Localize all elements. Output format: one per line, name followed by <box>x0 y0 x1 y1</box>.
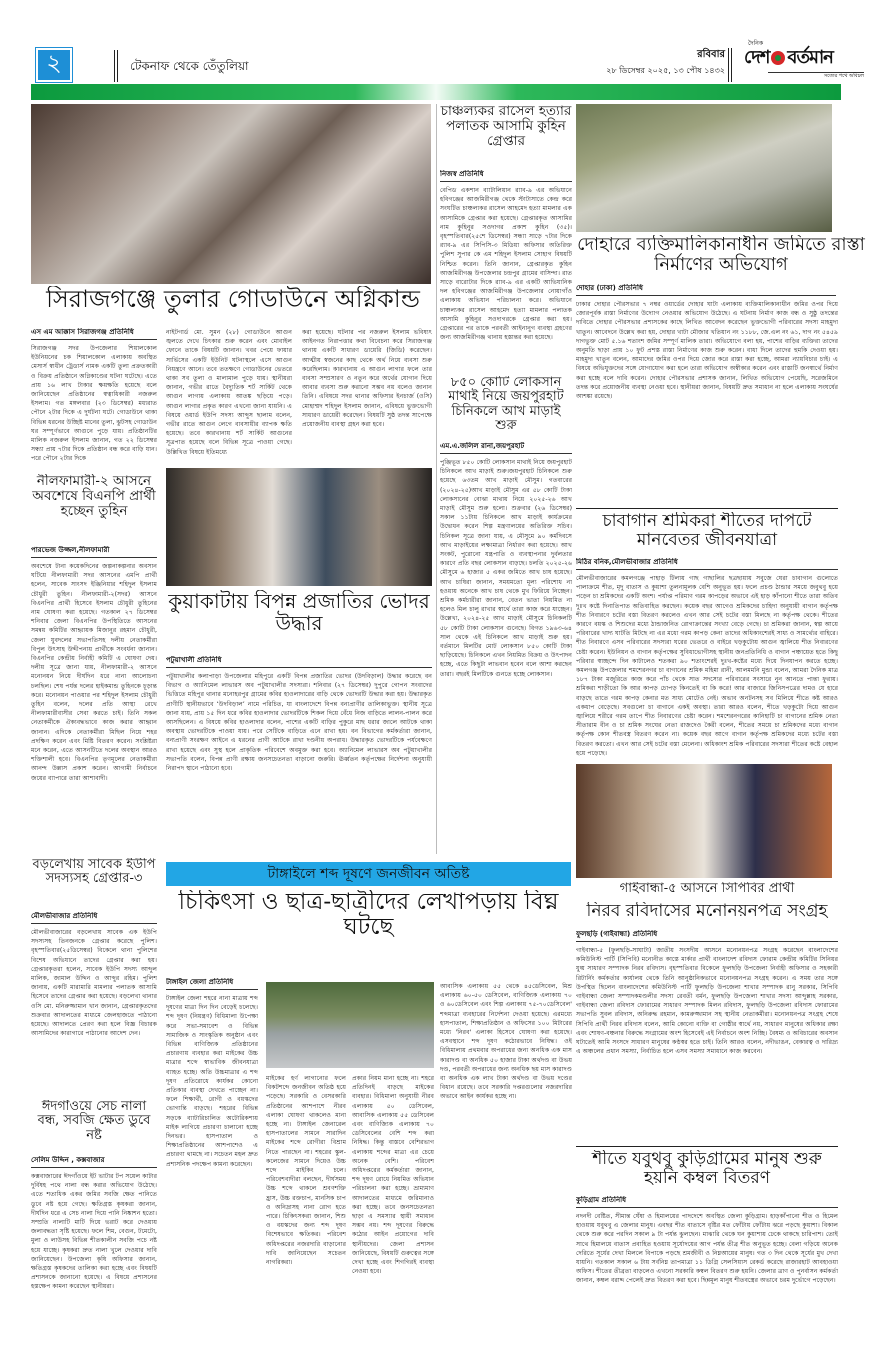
kurigram-headline: শীতে যবুথবু কুড়িগ্রামের মানুষ শুরু হয়নি কম্বল বিতরণ <box>592 1150 822 1188</box>
barlekha-headline: বড়লেখায় সাবেক ইউপি সদস্যসহ গ্রেপ্তার-৩ <box>32 858 156 887</box>
kuakata-headline: কুয়াকাটায় বিপন্ন প্রজাতির ভোদর উদ্ধার <box>168 590 430 635</box>
eidgaon-byline: সেলিম উদ্দিন , কক্সবাজার <box>31 1156 157 1168</box>
rasel-body: বেপিড একশান ব্যাটালিয়ান র‍্যাব-৯ এর অভিযানে হবিগঞ্জের আজমিরীগঞ্জ থেকে স্টাটাসাতে কেন্দ্র করে সংঘটিত চাঞ্চল্যকর রাসেল আহমেদ হত্যা মামলার এক আসামিকে গ্রেপ্তার করা হয়েছে। গ্রেপ্তারকৃত আসামির নাম কুহিনুর সওদাগর প্রকাশ কুহিন (৩৫)। বৃহস্পতিবার(২৫শে ডিসেম্বর) সন্ধ্যা সাড়ে ৭টার দিকে র‍্যাব-৯ এর সিপিসি-৩ মিডিয়া অফিসার অতিরিক্ত পুলিশ সুপার কে এম শহিদুল ইসলাম সোহাগ বিষয়টি নিশ্চিত করেন। তিনি জানান, গ্রেপ্তারকৃত কুহিন আজমিরীগঞ্জ উপজেলার চন্দ্রপুর গ্রামের বাসিন্দা। রাত সাড়ে বারোটার দিকে র‍্যাব-৯ এর একটি আভিযানিক দল হবিগঞ্জের আজমিরীগঞ্জ উপজেলার নোয়াগাঁও এলাকায় অভিযান পরিচালনা করে। অভিযানে চাঞ্চল্যকর রাসেল আহমেদ হত্যা মামলার পলাতক আসামি কুহিনুর সওদাগরকে গ্রেপ্তার করা হয়। গ্রেপ্তারের পর তাকে পরবর্তী আইনানুগ ব্যবস্থা গ্রহণের জন্য আজমিরীগঞ্জ থানায় হস্তান্তর করা হয়েছে। <box>440 187 572 342</box>
masthead <box>0 0 870 100</box>
section-title: টেকনাফ থেকে তেঁতুলিয়া <box>130 59 249 73</box>
logo-name-1: দেশ <box>744 47 770 68</box>
road-construction-photo <box>576 104 832 232</box>
otter-rescue-photo <box>166 468 432 586</box>
barlekha-byline: মৌলভীবাজার প্রতিনিধি <box>31 912 157 924</box>
chabagan-byline: মিঠির বনিক,মৌলভীবাজার প্রতিনিধি <box>576 558 838 570</box>
sirajganj-byline: এস এম আক্কাস সিরাজগঞ্জ প্রতিনিধি <box>31 328 157 340</box>
rasel-headline: চাঞ্চল্যকর রাসেল হত্যার পলাতক আসামি কুহিন গ্রেপ্তার <box>440 104 572 149</box>
newspaper-logo <box>738 40 868 84</box>
tangail-body-col2: মাইকের হর্ণ লাগানোর ফলে বিকটশব্দে জনজীবন অতিষ্ঠ হয়ে পড়েছে। সরকারি ও বেসরকারি প্রতিষ্ঠানের আশপাশে নীরব এলাকা ঘোষণা থাকলেও মানা হচ্ছে না। টাঙ্গাইল জেনারেল হাসপাতালের সামনে সারাদিন মাইকের শব্দে রোগীরা বিশ্রাম নিতে পারছেন না। শহরের স্কুল-কলেজের সামনে দিয়েও উচ্চ শব্দে মাইকিং চলে। পরিবেশবাদীরা বলছেন, দীর্ঘসময় উচ্চ শব্দে থাকলে শ্রবণশক্তি হ্রাস, উচ্চ রক্তচাপ, মানসিক চাপ ও অনিদ্রাসহ নানা রোগ হতে পারে। চিকিৎসকরা জানান, শিশু ও বয়স্কদের জন্য শব্দ দূষণ বিশেষভাবে ক্ষতিকর। পরিবেশ অধিদপ্তরের নজরদারি বাড়ানোর দাবি জানিয়েছেন সচেতন নাগরিকরা। <box>266 1075 346 1267</box>
tangail-body-col4: আবাসিক এলাকায় ৫৫ থেকে ৪৫ডেসিবেল, মিশ্র এলাকায় ৬০-৫০ ডেসিবেল, বাণিজ্যিক এলাকায় ৭০ ও ৬০ডেসিবেল এবং শিল্প এলাকায় ৭৫-৭০ডেসিবেল' শব্দমাত্রা ব্যবহারের নির্দেশনা দেওয়া হয়েছে। এরমধ্যে হাসপাতাল, শিক্ষাপ্রতিষ্ঠান ও অফিসের ১০০ মিটারের মধ্যে 'নিরব' এলাকা হিসেবে ঘোষণা করা হয়েছে। এসবস্থানে শব্দ দূষণ কঠোরভাবে নিষিদ্ধ। ওই বিধিমালায় প্রথমবার অপরাধের জন্য অনধিক এক মাস কারাদণ্ড বা অনধিক ৫০ হাজার টাকা অর্থদণ্ড বা উভয় দণ্ড, পরবর্তী অপরাধের জন্য অনধিক ছয় মাস কারাদণ্ড বা অনধিক এক লাখ টাকা অর্থদণ্ড বা উভয় দণ্ডের বিধান রয়েছে। তবে সরকারি দপ্তরগুলোর নজরদারির অভাবে আইন কার্যকর হচ্ছে না। <box>440 983 572 1101</box>
barlekha-body: মৌলভীবাজারের বড়লেখায় সাবেক এক ইউপি সদস্যসহ তিনজনকে গ্রেপ্তার করেছে পুলিশ। বৃহস্পতিবার(২৫ডিসেম্বর) বিকেলে থানা পুলিশের বিশেষ অভিযানে তাদের গ্রেপ্তার করা হয়। গ্রেপ্তারকৃতরা হলেন, সাবেক ইউপি সদস্য আব্দুল মালিক, জামাল উদ্দিন ও আব্দুর রহিম। পুলিশ জানায়, একটি মারামারি মামলার পলাতক আসামি হিসেবে তাদের গ্রেপ্তার করা হয়েছে। বড়লেখা থানার ওসি মো. মনিরুজ্জামান খান জানান, গ্রেপ্তারকৃতদের শুক্রবার আদালতের মাধ্যমে জেলহাজতে পাঠানো হয়েছে। আদালতে প্রেরণ করা হলে বিজ্ঞ বিচারক আসামিদের কারাগারে পাঠানোর আদেশ দেন। <box>31 929 157 1038</box>
street-autorickshaw-photo <box>266 982 434 1068</box>
chabagan-body: মৌলভীবাজারের কমলগঞ্জে পাহাড় টিলায় গাছ গাছালির ছত্রছায়ায় সবুজে ঘেরা চাবাগান গুলোতে পালাক্রমে শীত, মৃদু বাতাস ও কুয়াশা তুলনামূলক বেশি অনুভূত হয়। ফলে প্রচণ্ড ঠান্ডার সময়ে জবুথবু হয়ে পড়েন চা শ্রমিকদের একটি অংশ। পর্যাপ্ত পরিমাণ গরম কাপড়ের অভাবে এই হাড় কাঁপানো শীতে তারা অতিব দুঃখ কষ্টে দিনাতিপাত অতিবাহিত করছেন। কয়েক বছর আগেও শ্রমিকদের চাহিদা অনুযায়ী বাগান কর্তৃপক্ষ শীত নিবারণে চটের বস্তা বিতরণ করলেও এখন আর সেই চটের বস্তা মিলছে না কর্তৃপক্ষ থেকে। শীতের কারণে বয়স্ক ও শিশুদের মধ্যে ঠান্ডাজনিত রোগাক্রান্তের সংখ্যা বেড়ে গেছে। চা শ্রমিকরা জানান, স্বল্প আয়ে পরিবারের খাদ্য ঘাটতি মিটছে না এর মধ্যে গরম কাপড় কেনা তাদের অধিকাংশেরই সাধ্য ও সামর্থ্যের বাহিরে। শীত নিবারণে এসব পরিবারের সদস্যরা ঘরের ভেতরে ও বাইরে খড়কুটোয় আগুন জ্বালিয়ে শীত নিবারণের চেষ্টা করেন। ইউনিয়ন ও বাগান কর্তৃপক্ষের সুবিধাভোগীসহ স্থানীয় জনপ্রতিনিধি ও বাগান পঞ্চায়েত হতে কিছু পরিবার স্বাচ্ছন্দে দিন কাটালেও শতকরা ৯০ শতাংশেরই দুঃখ-কষ্টের মধ্যে দিয়ে দিনযাপন করতে হচ্ছে। কমলগঞ্জ উপজেলার শমশেরনগর চা বাগানের শ্রমিক মহিমা রানী, আলমমনি মুন্ডা বলেন, আমরা দৈনিক মাত্র ১৮৭ টাকা মজুরিতে কাজ করে পাঁচ থেকে সাত সদস্যের পরিবারের সংসারে নুন আনতে পান্তা ফুরায়। শ্রমিকরা শাড়ীতো কি আর কাপড় চোপড় কিনতেই বা কি করে! আর বাজারে জিনিসপত্রের দামও যে হারে বাড়ছে তাতে গরম কাপড় কেনার মত সাধ্য মোটেও নেই। অভাব অনটনসহ সব মিলিয়ে শীতে কষ্ট আরও একধাপ বেড়েছে। সবগুলো চা বাগানে একই অবস্থা। তারা আরও বলেন, শীতে খড়কুটো দিয়ে আগুন জ্বালিয়ে শরীরে গরম তাপে শীত নিবারণের চেষ্টা করেন। শমশেরনগরের কানিহাটি চা বাগানের শ্রমিক নেতা সীতারাম বীন ও চা শ্রমিক সংঘের নেতা রাজদেও কৈরী বলেন, শীতের সময়ে চা শ্রমিকদের মধ্যে বাগান কর্তৃপক্ষ কোন শীতবস্ত্র বিতরণ করেন না। কয়েক বছর আগে বাগান কর্তৃপক্ষ শ্রমিকদের মধ্যে চটের বস্তা বিতরণ করতো। এখন আর সেই চটের বস্তা মেলেনা। অধিকাংশ শ্রমিক পরিবারের সদস্যরা শীতের কষ্টে বেহাল হয়ে পড়েছে। <box>576 575 838 757</box>
page-number: ২ <box>36 48 72 82</box>
gaibandha-byline: ফুলছড়ি (গাইবান্ধা) প্রতিনিধি <box>576 930 838 942</box>
gaibandha-body: গাইবান্ধা-৫ (ফুলছড়ি-সাঘাটা) জাতীয় সংসদীয় আসনে মনোনয়নপত্র সংগ্রহ করেছেন বাংলাদেশের কমিউনিস্ট পার্টি (সিপিবি) মনোনীত কাস্তে মার্কার প্রার্থী বাংলাদেশ রবিদাস ফোরাম কেন্দ্রীয় কমিটির সিনিয়র যুগ্ম সাধারণ সম্পাদক নিরব রবিদাস। বৃহস্পতিবার বিকেলে ফুলছড়ি উপজেলা নির্বাহী অফিসার ও সহকারী রিটার্নিং কর্মকর্তার কার্যালয় থেকে তিনি আনুষ্ঠানিকভাবে মনোনয়নপত্র সংগ্রহ করেন। এ সময় তার সঙ্গে উপস্থিত ছিলেন বাংলাদেশের কমিউনিস্ট পার্টি ফুলছড়ি উপজেলা শাখার সম্পাদক রানু সরকার, সিপিবি গাইবান্ধা জেলা সম্পাদকমণ্ডলীর সদস্য রেবতী বর্মন, ফুলছড়ি উপজেলা শাখার সদস্য আব্দুল্লাহ সরকার, গাইবান্ধা জেলা রবিদাস ফোরামের সাধারণ সম্পাদক মিলন রবিদাস, ফুলছড়ি উপজেলা রবিদাস ফোরামের সভাপতি সুবল রবিদাস, অনিরুদ্ধ রহমান, কামরুজ্জামান সহ স্থানীয় নেতাকর্মীরা। মনোনয়নপত্র সংগ্রহ শেষে সিপিবি প্রার্থী নিরব রবিদাস বলেন, আমি কোনো ব্যক্তি বা গোষ্ঠীর স্বার্থে নয়, সাধারণ মানুষের অধিকার রক্ষা এবং শোষণ-বঞ্চনার বিরুদ্ধে সংগ্রামের অংশ হিসেবেই এই নির্বাচনে অংশ নিচ্ছি। বৈষম্য ও অবিচারের অবসান ঘটাতেই আমি সংসদে সাধারণ মানুষের কণ্ঠস্বর হতে চাই। তিনি আরও বলেন, নদীভাঙন, বেকারত্ব ও দারিদ্র্য এ অঞ্চলের প্রধান সমস্যা, নির্বাচিত হলে এসব সমস্যা সমাধানে কাজ করবেন। <box>576 947 838 1056</box>
chabagan-headline: চাবাগান শ্রমিকরা শীতের দাপটে মানবেতর জীবনযাত্রা <box>602 512 812 550</box>
kuakata-byline: পটুয়াখালী প্রতিনিধি <box>166 656 432 668</box>
section-rule <box>576 1146 838 1147</box>
gaibandha-headline: নিরব রবিদাসের মনোনয়নপত্র সংগ্রহ <box>586 902 828 921</box>
gaibandha-kicker: গাইবান্ধা-৫ আসনে সিপিবির প্রার্থী <box>619 882 795 896</box>
nomination-photo <box>576 764 832 878</box>
tangail-body-col1: টাঙ্গাইল জেলা শহরে নানা মাত্রায় শব্দ দূষণের মাত্রা দিন দিন বেড়েই চলেছে। শব্দ দূষণ (নিয়ন্ত্রণ) বিধিমালা উপেক্ষা করে সভা-সমাবেশ ও বিভিন্ন সামাজিক ও সাংস্কৃতিক অনুষ্ঠান এবং বিভিন্ন বাণিজ্যিক প্রতিষ্ঠানের প্রচারণায় ব্যবহার করা মাইকের উচ্চ মাত্রার শব্দে স্বাভাবিক জীবনযাত্রা ব্যাহত হচ্ছে। অতি উচ্চমাত্রার এ শব্দ দূষণ প্রতিরোধে কার্যকর কোনো প্রতিকার ব্যবস্থা দেখতে পাচ্ছেন না। ফলে শিক্ষার্থী, রোগী ও বয়স্কদের ভোগান্তি বাড়ছে। শহরের বিভিন্ন সড়কে ব্যাটারিচালিত অটোরিকশায় মাইক লাগিয়ে প্রচারণা চালানো হচ্ছে দিনভর। হাসপাতাল ও শিক্ষাপ্রতিষ্ঠানের আশপাশেও এ প্রচারণা থামছে না। সচেতন মহল দ্রুত প্রশাসনিক পদক্ষেপ কামনা করেছেন। <box>166 995 258 1168</box>
rasel-byline: নিজস্ব প্রতিনিধি <box>440 170 572 182</box>
nilphamari-byline: পারভেজ উজ্জল,নীলফামারী <box>31 546 157 558</box>
joypurhat-byline: এম.এ.জলিল রানা,জয়পুরহাট <box>440 442 572 454</box>
date-divider <box>728 48 732 82</box>
tangail-headline: চিকিৎসা ও ছাত্র-ছাত্রীদের লেখাপড়ায় বিঘ্ন ঘটছে <box>178 890 559 941</box>
logo-name-2: বর্তমান <box>787 47 833 68</box>
section-divider <box>114 50 118 82</box>
joypurhat-body: পুঞ্জিভূত ৮৫০ কোটি লোকসান মাথাই নিয়ে জয়পুরহাট চিনিকলে আখ মাড়াই শুরু।জয়পুরহাট চিনিকলে শুরু হয়েছে ৬৩তম আখ মাড়াই মৌসুম। গতবারের (২০২৪-২৫)আখ মাড়াই মৌসুম এর ৫৮ কোটি টাকা লোকসানের বোঝা মাথায় নিয়ে ২০২৫-২৬ আখ মাড়াই মৌসুম শুরু হলো। শুক্রবার (২৬ ডিসেম্বর) সকাল ১১টায় চিনিকলে আখ মাড়াই কার্যক্রমের উদ্বোধন করেন শিল্প মন্ত্রণালয়ের অতিরিক্ত সচিব। চিনিকল সূত্রে জানা যায়, এ মৌসুমে ৯০ কর্মদিবসে আখ মাড়াইয়ের লক্ষ্যমাত্রা নির্ধারণ করা হয়েছে। আখ সংকট, পুরোনো যন্ত্রপাতি ও ব্যবস্থাপনার দুর্বলতার কারণে প্রতি বছর লোকসান বাড়ছে। চলতি ২০২৫-২৬ মৌসুমে ৬ হাজার ৫ একর জমিতে আখ চাষ হয়েছে। আখ চাষিরা জানান, সময়মতো মূল্য পরিশোধ না হওয়ায় অনেকে আখ চাষ থেকে মুখ ফিরিয়ে নিচ্ছেন। শ্রমিক কর্মচারীরা জানান, বেতন ভাতা নিয়মিত না হলেও মিল চালু রাখার স্বার্থে তারা কাজ করে যাচ্ছেন। উল্লেখ্য, ২০২৪-২৫ আখ মাড়াই মৌসুমে চিনিকলটি ৫৮ কোটি টাকা লোকসান গুনেছে। বিগত ১৯৬৩-৬৪ সাল থেকে এই চিনিকলে আখ মাড়াই শুরু হয়। বর্তমানে মিলটির মোট লোকসান ৮৫০ কোটি টাকা ছাড়িয়েছে। চিনিকলে এখন নিয়মিত বিক্রয় ও উৎপাদন হচ্ছে, এতে কিছুটা লাভবান হবেন বলে আশা করছেন তারা। বছরই মিলটিকে গুনতে হচ্ছে লোকসান। <box>440 459 572 678</box>
column-divider <box>436 104 437 854</box>
tangail-banner: টাঙ্গাইলে শব্দ দূষণে জনজীবন অতিষ্ট <box>166 862 571 886</box>
kurigram-byline: কুড়িগ্রাম প্রতিনিধি <box>576 1196 838 1208</box>
tangail-body-col3: প্রকার নিয়ম মানা হচ্ছে না। শহরে প্রতিদিনই বাড়ছে মাইকের ব্যবহার। বিধিমালা অনুযায়ী নীরব এলাকায় ৫০ ডেসিবেল, আবাসিক এলাকায় ৫৫ ডেসিবেল এবং বাণিজ্যিক এলাকায় ৭০ ডেসিবেলের বেশি শব্দ করা নিষিদ্ধ। কিন্তু বাস্তবে বেশিরভাগ এলাকায় শব্দের মাত্রা এর চেয়ে অনেক বেশি। পরিবেশ অধিদপ্তরের কর্মকর্তারা জানান, শব্দ দূষণ রোধে নিয়মিত অভিযান পরিচালনা করা হচ্ছে। ভ্রাম্যমাণ আদালতের মাধ্যমে জরিমানাও করা হচ্ছে। তবে জনসচেতনতা ছাড়া এ সমস্যার স্থায়ী সমাধান সম্ভব নয়। শব্দ দূষণের বিরুদ্ধে কঠোর আইন প্রয়োগের দাবি স্থানীয়দের। জেলা প্রশাসন জানিয়েছে, বিষয়টি গুরুত্বের সঙ্গে দেখা হচ্ছে এবং শিগগিরই ব্যবস্থা নেওয়া হবে। <box>352 1075 434 1276</box>
nilphamari-headline: নীলফামারী-২ আসনে অবশেষে বিএনপি প্রার্থী হচ্ছেন তুহিন <box>32 474 156 519</box>
sirajganj-body-col1: সিরাজগঞ্জ সদর উপজেলার শিয়ালকোল ইউনিয়নের চক শিয়ালকোল এলাকায় অবস্থিত মেসার্স স্বাধীন ট্রেডার্স নামক একটি তুলা প্রক্রতকারী ও বিক্রয় প্রতিষ্ঠানে অগ্নিকাণ্ডের ঘটনা ঘটেছে। এতে প্রায় ১৬ লাখ টাকার ক্ষয়ক্ষতি হয়েছে বলে জানিয়েছেন প্রতিষ্ঠানের স্বত্বাধিকারী নজরুল ইসলাম। গত মঙ্গলবার (২৩ ডিসেম্বর) মধ্যরাত পৌনে ২টার দিকে এ দুর্ঘটনা ঘটে। গোডাউনে থাকা বিভিন্ন ধরনের উচ্ছিষ্ট মানের তুলা, ঝুটসহ গোডাউন ঘর সম্পূর্ণভাবে আগুনে পুড়ে যায়। প্রতিষ্ঠানটির মালিক নজরুল ইসলাম জানান, গত ২২ ডিসেম্বর সন্ধ্যা প্রায় ৭টার দিকে প্রতিষ্ঠান বন্ধ করে বাড়ি যান। পরে পৌনে ২টার দিকে <box>31 345 157 463</box>
sirajganj-body-col2: নাইটগার্ড মো. সুমন (২৮) গোডাউনে আগুন জ্বলতে দেখে চিৎকার শুরু করেন এবং মোবাইল ফোনে তাকে বিষয়টি জানান। খবর পেয়ে ফায়ার সার্ভিসের একটি ইউনিট ঘটনাস্থলে এসে আগুন নিয়ন্ত্রণে আনে। তবে ততক্ষণে গোডাউনের ভেতরে থাকা সব তুলা ও মালামাল পুড়ে যায়। স্থানীয়রা জানান, গভীর রাতে বৈদ্যুতিক শর্ট সার্কিট থেকে আগুন লাগায় এলাকায় আতঙ্ক ছড়িয়ে পড়ে। আগুন লাগার প্রকৃত কারণ এখনো জানা যায়নি। এ বিষয়ে ওয়ার্ড ইউপি সদস্য আব্দুস ছালাম বলেন, গভীর রাতে আগুন লেগে ব্যবসায়ীর ব্যাপক ক্ষতি হয়েছে। তবে কারখানায় শর্ট সার্কিট আগুনের সূত্রপাত হয়েছে বলে বিভিন্ন সূত্রে পাওয়া গেছে। উল্লিখিত বিষয়ে ইতিমধ্যে <box>166 329 292 456</box>
map-emblem-icon <box>771 51 785 65</box>
sirajganj-headline: সিরাজগঞ্জে তুলার গোডাউনে অগ্নিকান্ড <box>46 286 420 313</box>
dohar-body: ঢাকার দোহার পৌরসভার ৭ নম্বর ওয়ার্ডের দোহার ঘাটা এলাকায় ব্যক্তিমালিকানাধীন জমির ওপর দিয়ে জোরপূর্বক রাস্তা নির্মাণের উদ্যোগ নেওয়ার অভিযোগ উঠেছে। এ ঘটনায় নির্মাণ কাজ বন্ধ ও সুষ্ঠু তদন্তের দাবিতে দোহার পৌরসভার প্রশাসকের কাছে লিখিত আবেদন করেছেন ভুক্তভোগী পরিবারের সদস্য মাহমুদা খাতুন। আবেদনে উল্লেখ করা হয়, দোহার খাটা মৌজার খতিয়ান নং ১১৮৮, জে.এল নং ৬১, দাগ নং ৫৪৫৯ দাগভুক্ত মোট ৫.১৬ শতাংশ জমির সম্পূর্ণ মালিক তারা। অভিযোগে বলা হয়, পাশের বাড়ির ব্যক্তিরা তাদের অনুমতি ছাড়া প্রায় ১০ ফুট প্রশস্ত রাস্তা নির্মাণের কাজ শুরু করেন। বাধা দিলে তাদের হুমকি দেওয়া হয়। মাহমুদা খাতুন বলেন, আমাদের জমির ওপর দিয়ে জোর করে রাস্তা করা হচ্ছে, আমরা ন্যায়বিচার চাই। এ বিষয়ে অভিযুক্তদের সঙ্গে যোগাযোগ করা হলে তারা অভিযোগ অস্বীকার করেন এবং রাস্তাটি জনস্বার্থে নির্মাণ করা হচ্ছে বলে দাবি করেন। দোহার পৌরসভার প্রশাসক জানান, লিখিত অভিযোগ পেয়েছি, সরেজমিনে তদন্ত করে প্রয়োজনীয় ব্যবস্থা নেওয়া হবে। স্থানীয়রা জানান, বিষয়টি দ্রুত সমাধান না হলে এলাকায় সংঘর্ষের আশঙ্কা রয়েছে। <box>576 301 838 401</box>
kurigram-body: নদনদী বেষ্টিত, সীমান্ত ঘেঁষা ও হিমালয়ের পাদদেশে অবস্থিত জেলা কুড়িগ্রাম। হাড়কাঁপানো শীত ও হিমেল হাওয়ায় যবুথবু এ জেলার মানুষ। এবছর শীত বাতাসে বৃষ্টির মত ফোঁটায় ফোঁটায় ঝরে পড়ছে কুয়াশা। বিকাল থেকে শুরু করে পরদিন সকাল ৯ টা পর্যন্ত ঝুলছেন। মাঝারি থেকে ঘন কুয়াশায় ঢেকে থাকছে চারিপাশ। তোই সাথে হিমালয়ে বাতাস প্রবাহিত হওয়ায় সূর্যোদয়ের আগ পর্যন্ত তীব্র শীত অনুভূত হচ্ছে। বেলা গড়িয়ে অনেক দেরিতে সূর্যের দেখা মিললে বিপাকে পড়ছে শ্রমজীবী ও নিম্নআয়ের মানুষ। গত ৩ দিন থেকে সূর্যের মুখ দেখা যায়নি। গতকাল সকাল ৬ টায় সর্বনিম্ন তাপমাত্রা ১১ ডিগ্রি সেলসিয়াস রেকর্ড করেছে রাজারহাট আবহাওয়া অফিস। শীতের তীব্রতা বাড়লেও এখনো সরকারি কম্বল বিতরণ শুরু হয়নি। জেলার ত্রাণ ও পুনর্বাসন কর্মকর্তা জানান, কম্বল বরাদ্দ পেলেই দ্রুত বিতরণ করা হবে। ছিন্নমূল মানুষ শীতবস্ত্রের অভাবে চরম দুর্ভোগে পড়েছেন। <box>576 1213 838 1285</box>
dohar-headline: দোহারে ব্যক্তিমালিকানাধীন জমিতে রাস্তা নির্মাণের অভিযোগ <box>577 235 865 275</box>
eidgaon-body: কক্সবাজারের ঈদগাঁওয়ে ইট ভাটার টপ সয়েল কাটার দুর্বিষহ পথে নালা বন্ধ করার অভিযোগ উঠেছে। এতে শতাধিক একর জমির সবজি ক্ষেত পানিতে ডুবে নষ্ট হয়ে গেছে। ক্ষতিগ্রস্ত কৃষকরা জানান, দীর্ঘদিন ধরে এ সেচ নালা দিয়ে পানি নিষ্কাশন হতো। সম্প্রতি নালাটি মাটি দিয়ে ভরাট করে দেওয়ায় জলাবদ্ধতা সৃষ্টি হয়েছে। ফলে শিম, বেগুন, টমেটো, মুলা ও লাউসহ বিভিন্ন শীতকালীন সবজি পচে নষ্ট হয়ে যাচ্ছে। কৃষকরা দ্রুত নালা খুলে দেওয়ার দাবি জানিয়েছেন। উপজেলা কৃষি অফিসার জানান, ক্ষতিগ্রস্ত কৃষকদের তালিকা করা হচ্ছে এবং বিষয়টি প্রশাসনকে জানানো হয়েছে। এ বিষয়ে প্রশাসনের হস্তক্ষেপ কামনা করেছেন স্থানীয়রা। <box>31 1173 157 1291</box>
logo-tagline: সত্যের পথে অবিচল <box>768 72 864 80</box>
section-rule <box>576 508 838 509</box>
tangail-byline: টাঙ্গাইল জেলা প্রতিনিধি <box>166 978 258 990</box>
header-green-bar <box>31 84 841 100</box>
issue-date: ২৮ ডিসেম্বর ২০২৫, ১৩ পৌষ ১৪৩২ <box>606 66 725 75</box>
fire-warehouse-photo <box>31 104 431 284</box>
dohar-byline: দোহার (ঢাকা) প্রতিনিধি <box>576 284 836 296</box>
eidgaon-headline: ঈদগাঁওয়ে সেচ নালা বন্ধ, সবজি ক্ষেত ডুবে নষ্ট <box>37 1100 151 1143</box>
sirajganj-body-col3: করা হয়েছে। ঘটনার পর নজরুল ইসলাম ভবিষ্যৎ আইনগত নিরাপত্তার কথা বিবেচনা করে সিরাজগঞ্জ থানায় একটি সাধারণ ডায়েরি (জিডি) করেছেন। আত্মীয় স্বজনের কাছ থেকে অর্থ নিয়ে ব্যবসা শুরু করেছিলাম। কারখানায় এ আগুন লাগার ফলে তার ব্যবসা সম্প্রসারণ ও নতুন করে অর্থের যোগান দিয়ে আবার ব্যবসা শুরু করানো সম্ভব নয় বলেও জানান তিনি। এবিষয়ে সদর থানার অফিসার ইনচার্জ (ওসি) মোহাম্মদ শহিদুল ইসলাম জানান, এবিষয়ে ভুক্তভোগী সাধারণ ডায়েরী করেছেন। বিষয়টি সুষ্ঠ তদন্ত সাপেক্ষে প্রয়োজনীয় ব্যবস্থা গ্রহন করা হবে। <box>302 329 432 429</box>
logo-prefix: দৈনিক <box>748 40 764 47</box>
kuakata-body: পটুয়াখালীর কলাপাড়া উপজেলার মহিপুরে একটি বিপন্ন প্রজাতির ভোদর (উদবিড়াল) উদ্ধার করেছে বন বিভাগ ও অ্যানিমেল লাভারস অব পটুয়াখালীর সদস্যরা। শনিবার (২৭ ডিসেম্বর) দুপুরে গোপন সংবাদের ভিত্তিতে মহিপুর থানার মনোহরপুর গ্রামের কবির হাওলাদারের বাড়ি থেকে ভোদরটি উদ্ধার করা হয়। উদ্ধারকৃত প্রাণীটি স্থানীয়ভাবে ‘উদবিড়াল’ নামে পরিচিত, যা বাংলাদেশে বিপন্ন বন্যপ্রাণীর তালিকাভুক্ত। স্থানীয় সূত্রে জানা যায়, প্রায় ১৫ দিন ধরে কবির হাওলাদার ভোদরটিকে শিকল দিয়ে বেঁধে নিজ বাড়িতে লালন-পালন করে আসছিলেন। এ বিষয়ে কবির হাওলাদার বলেন, পাশের একটি বাড়ির পুকুরে মাছ ধরার জালে আটকে থাকা অবস্থায় ভোদরটিকে পাওয়া যায়। পরে সেটিকে বাড়িতে এনে রাখা হয়। বন বিভাগের কর্মকর্তারা জানান, বন্যপ্রাণী সংরক্ষণ আইনে এ ধরনের প্রাণী আটকে রাখা দণ্ডনীয় অপরাধ। উদ্ধারকৃত ভোদরটিকে পর্যবেক্ষণে রাখা হয়েছে এবং সুস্থ হলে প্রাকৃতিক পরিবেশে অবমুক্ত করা হবে। অ্যানিমেল লাভারস অব পটুয়াখালীর সভাপতি বলেন, বিপন্ন প্রাণী রক্ষায় জনসচেতনতা বাড়ানো জরুরি। ঊর্ধ্বতন কর্তৃপক্ষের নির্দেশনা অনুযায়ী নিরাপদ স্থানে পাঠানো হবে। <box>166 673 432 773</box>
joypurhat-headline: ৮৫০ কোটি লোকসান মাথাই নিয়ে জয়পুরহাট চিনিকলে আখ মাড়াই শুরু <box>448 376 564 433</box>
nilphamari-body: অবশেষে টানা কয়েকদিনের জল্পনাকল্পনার অবসান ঘটিয়ে নীলফামারী সদর আসনের এমপি প্রার্থী হলেন, সাবেক সাংসদ ইঞ্জিনিয়ার শহিদুল ইসলাম চৌধুরী তুহিন। নীলফামারী-২(সদর) আসনে বিএনপির প্রার্থী হিসেবে ইসলাম চৌধুরী তুহিনের নাম ঘোষণা করা হয়েছে। গতকাল ২৭ ডিসেম্বর শনিবার জেলা বিএনপির উপস্থিতিতে আসনের সমন্বয় কমিটির আহ্বায়ক মিজানুর রহমান চৌধুরী, জেলা যুবদলের সভাপতিসহ দলীয় নেতাকর্মীরা বিপুল উৎসাহ উদ্দীপনায় প্রার্থীকে সংবর্ধনা জানান। বিএনপির কেন্দ্রীয় নির্বাহী কমিটি এ ঘোষণা দেয়। দলীয় সূত্রে জানা যায়, নীলফামারী-২ আসনে মনোনয়ন নিয়ে দীর্ঘদিন ধরে নানা আলোচনা চলছিল। শেষ পর্যন্ত দলের হাইকমান্ড তুহিনকে চূড়ান্ত করে। মনোনয়ন পাওয়ার পর শহিদুল ইসলাম চৌধুরী তুহিন বলেন, দলের প্রতি আস্থা রেখে নীলফামারীবাসীর সেবা করতে চাই। তিনি সকল নেতাকর্মীকে ঐক্যবদ্ধভাবে কাজ করার আহ্বান জানান। এদিকে নেতাকর্মীরা মিছিল নিয়ে শহর প্রদক্ষিণ করেন এবং মিষ্টি বিতরণ করেন। সংশ্লিষ্টরা মনে করেন, এতে আসনটিতে দলের অবস্থান আরও শক্তিশালী হবে। বিএনপির তৃণমূলের নেতাকর্মীরা আনন্দ উল্লাস প্রকাশ করেন। আগামী নির্বাচনে জয়ের ব্যাপারে তারা আশাবাদী। <box>31 563 157 782</box>
issue-day: রবিবার <box>697 49 725 60</box>
